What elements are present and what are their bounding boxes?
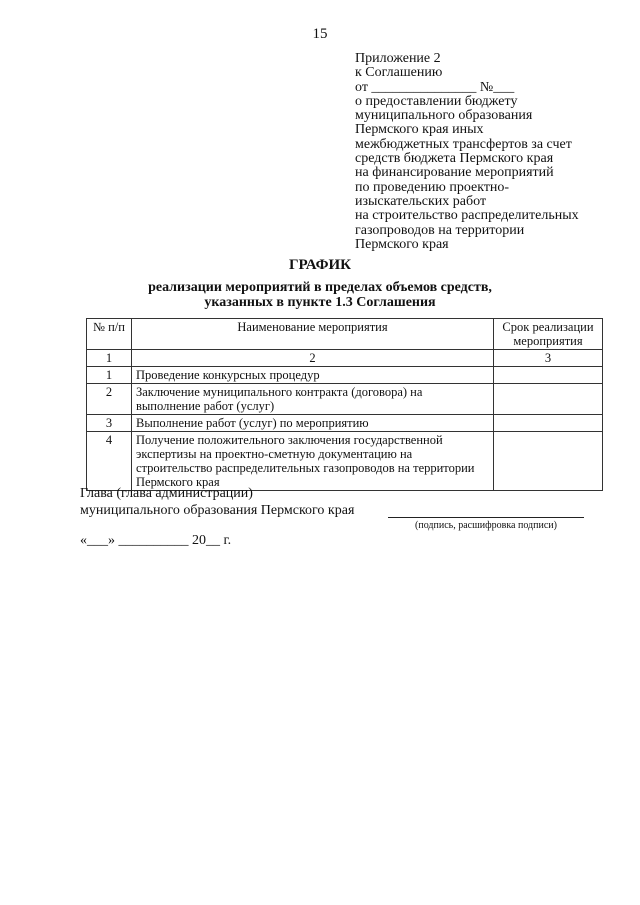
appendix-line: от _______________ №___ <box>355 79 515 95</box>
header-name: Наименование мероприятия <box>132 319 494 350</box>
row-num: 2 <box>87 384 132 415</box>
row-name: Проведение конкурсных процедур <box>132 367 494 384</box>
row-name: Выполнение работ (услуг) по мероприятию <box>132 415 494 432</box>
appendix-line: муниципального образования <box>355 108 533 124</box>
row-name: Заключение муниципального контракта (договора) на выполнение работ (услуг) <box>132 384 494 415</box>
subtitle-line: указанных в пункте 1.3 Соглашения <box>204 295 436 310</box>
row-term <box>494 367 603 384</box>
appendix-line: к Соглашению <box>355 65 443 81</box>
signatory-organization: муниципального образования Пермского края <box>80 503 355 518</box>
appendix-line: Пермского края <box>355 236 449 252</box>
appendix-line: газопроводов на территории <box>355 222 525 238</box>
col-number: 3 <box>494 350 603 367</box>
appendix-line: Пермского края иных <box>355 122 484 138</box>
appendix-block <box>355 52 625 252</box>
column-number-row <box>87 350 603 367</box>
signature-line <box>388 517 584 518</box>
col-number: 1 <box>87 350 132 367</box>
schedule-table <box>86 318 603 491</box>
table-header-row <box>87 319 603 350</box>
subtitle-line: реализации мероприятий в пределах объемов средств, <box>148 280 492 295</box>
appendix-line: межбюджетных трансфертов за счет <box>355 136 572 152</box>
col-number: 2 <box>132 350 494 367</box>
signatory-title: Глава (глава администрации) <box>80 486 253 501</box>
table-row <box>87 367 603 384</box>
appendix-line: средств бюджета Пермского края <box>355 151 554 167</box>
signature-date: «___» __________ 20__ г. <box>80 533 232 548</box>
row-num: 1 <box>87 367 132 384</box>
table-row <box>87 432 603 491</box>
signature-caption: (подпись, расшифровка подписи) <box>415 520 557 531</box>
document-subtitle <box>0 280 640 310</box>
page-number: 15 <box>312 26 328 42</box>
appendix-line: изыскательских работ <box>355 193 487 209</box>
appendix-line: о предоставлении бюджету <box>355 93 518 109</box>
appendix-line: на финансирование мероприятий <box>355 165 554 181</box>
appendix-line: по проведению проектно- <box>355 179 510 195</box>
row-num: 3 <box>87 415 132 432</box>
row-num: 4 <box>87 432 132 491</box>
row-term <box>494 432 603 491</box>
table-row <box>87 415 603 432</box>
header-num: № п/п <box>87 319 132 350</box>
row-term <box>494 415 603 432</box>
table-row <box>87 384 603 415</box>
header-term: Срок реализации мероприятия <box>494 319 603 350</box>
appendix-line: Приложение 2 <box>355 51 441 66</box>
row-name: Получение положительного заключения государственной экспертизы на проектно-сметную документацию на строительство распределительных газопроводов на территории Пермского края <box>132 432 494 491</box>
appendix-line: на строительство распределительных <box>355 208 579 224</box>
document-title: ГРАФИК <box>288 257 352 273</box>
row-term <box>494 384 603 415</box>
